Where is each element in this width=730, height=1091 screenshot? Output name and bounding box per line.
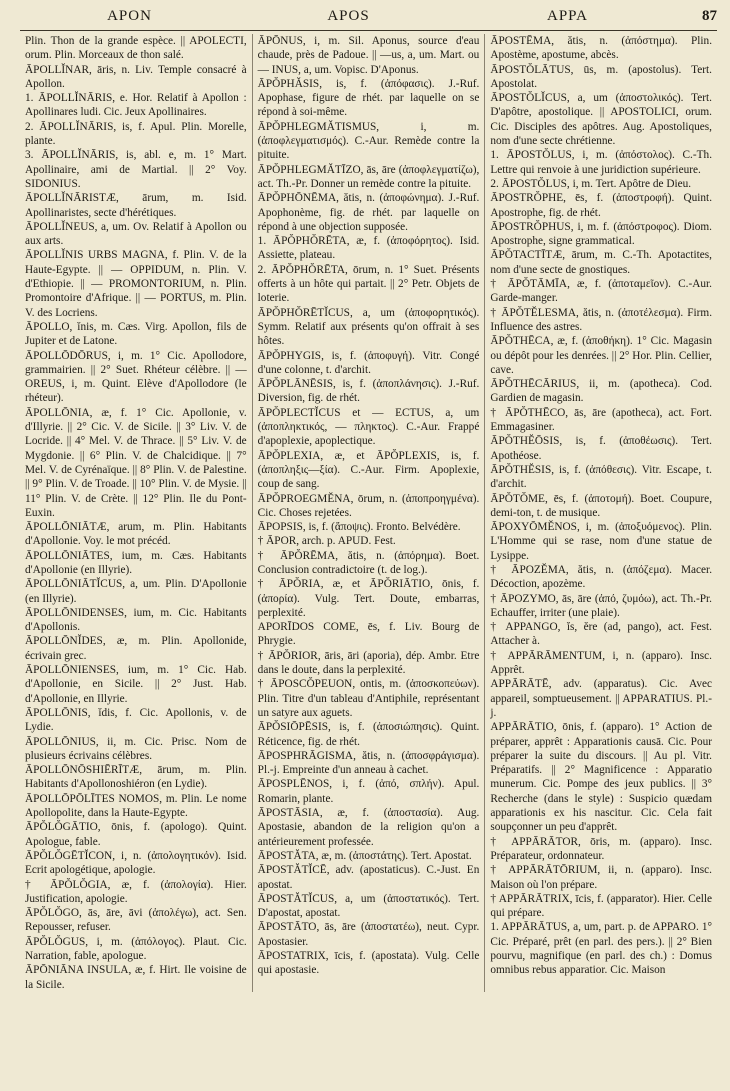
dictionary-entry: ĀPŎLŎGUS, i, m. (ἀπόλογος). Plaut. Cic. Narration, fable, apologue. (25, 935, 247, 962)
dictionary-entry: ĀPOSTŎLĬCUS, a, um (ἀποστολικός). Tert. D'apôtre, apostolique. || APOSTOLICI, orum. Cic. Disciples des apôtres. Aug. Apostoliques, nom d'une secte chrétienne. (490, 92, 713, 148)
dictionary-entry: ĀPOLLŌNIĀTES, ium, m. Cæs. Habitants d'Apollonie (en Illyrie). (25, 549, 247, 576)
dictionary-entry: ĀPŎTHĒCA, æ, f. (ἀποθήκη). 1° Cic. Magasin ou dépôt pour les denrées. || 2° Hor. Plin. Cellier, cave. (490, 335, 713, 376)
dictionary-entry: † APPANGO, ĭs, ĕre (ad, pango), act. Fest. Attacher à. (490, 621, 713, 648)
dictionary-entry: ĀPOLLŌNIĀTĬCUS, a, um. Plin. D'Apollonie (en Illyrie). (25, 578, 247, 605)
dictionary-entry: ĀPŎPHŎRĒTĬCUS, a, um (ἀποφορητικός). Symm. Relatif aux présents qu'on offrait à ses hôtes. (257, 306, 480, 348)
dictionary-entry: † ĀPOZĔMA, ătis, n. (ἀπόζεμα). Macer. Décoction, apozème. (490, 563, 713, 591)
dictionary-entry: APPĀRĀTIO, ōnis, f. (apparo). 1° Action de préparer, apprêt : Apparationis causā. Cic. Pour préparer la suite du discours. || Au pl. Vitr. Préparatifs. || 2° Magnificence : Apparatio munerum. Cic. Pompe des jeux publics. || 3° Recherche (dans le style) : Suspicio quædam apparationis ex his nascitur. Cic. Cela fait soupçonner un peu d'apprêt. (490, 721, 713, 834)
dictionary-entry: ĀPOSTRŎPHE, ēs, f. (ἀποστροφή). Quint. Apostrophe, fig. de rhét. (490, 192, 713, 219)
dictionary-entry: 1. ĀPOLLĬNĀRIS, e. Hor. Relatif à Apollon : Apollinares ludi. Cic. Jeux Apollinaires. (25, 92, 247, 119)
dictionary-entry: ĀPŎTHĔŌSIS, is, f. (ἀποθέωσις). Tert. Apothéose. (490, 435, 713, 462)
dictionary-entry: ĀPOXYŌMĔNOS, i, m. (ἀποξυόμενος). Plin. L'Homme qui se rase, nom d'une statue de Lysippe. (490, 521, 713, 562)
dictionary-entry: 2. ĀPŎPHŎRĒTA, ōrum, n. 1° Suet. Présents offerts à un hôte qui partait. || 2° Petr. Objets de loterie. (257, 263, 480, 305)
dictionary-entry: ĀPŎPLECTĬCUS et — ECTUS, a, um (ἀποπληκτικός, — πληκτος). C.-Aur. Frappé d'apoplexie, apoplectique. (257, 406, 480, 448)
dictionary-entry: ĀPOSPLĒNOS, i, f. (ἀπό, σπλήν). Apul. Romarin, plante. (257, 778, 480, 805)
dictionary-entry: APPĀRĀTĒ, adv. (apparatus). Cic. Avec appareil, somptueusement. || APPARATIUS. Pl.-j. (490, 678, 713, 719)
dictionary-entry: ĀPŎLŎGĒTĬCON, i, n. (ἀπολογητικόν). Isid. Ecrit apologétique, apologie. (25, 849, 247, 877)
dictionary-entry: ĀPOLLŌNIĀTÆ, arum, m. Plin. Habitants d'Apollonie. Voy. le mot précéd. (25, 521, 247, 548)
dictionary-entry: ĀPOLLŌNIS, ĭdis, f. Cic. Apollonis, v. de Lydie. (25, 706, 247, 734)
dictionary-entry: ĀPOSTĀTO, ās, āre (ἀποστατέω), neut. Cypr. Apostasier. (257, 921, 480, 948)
dictionary-entry: ĀPŎPLEXIA, æ, et ĀPŎPLEXIS, is, f. (ἀποπληξις—ξία). C.-Aur. Firm. Apoplexie, coup de sang. (257, 449, 480, 491)
dictionary-entry: ĀPŎPHLEGMĂTĪZO, ās, āre (ἀποφλεγματίζω), act. Th.-Pr. Donner un remède contre la pituite. (257, 163, 480, 190)
dictionary-entry: ĀPŎLŎGO, ās, āre, āvi (ἀπολέγω), act. Sen. Repousser, refuser. (25, 907, 247, 934)
dictionary-entry: ĀPŎSIŌPĒSIS, is, f. (ἀποσιώπησις). Quint. Réticence, fig. de rhét. (257, 721, 480, 748)
dictionary-entry: ĀPŎPHŌNĒMA, ătis, n. (ἀποφώνημα). J.-Ruf. Apophonème, fig. de rhét. par laquelle on répond à une objection supposée. (257, 192, 480, 233)
dictionary-entry: 1. APPĀRĀTUS, a, um, part. p. de APPARO. 1° Cic. Préparé, prêt (en parl. des pers.). || 2° Bien pourvu, magnifique (en parl. des ch.) : Domus omnibus rebus apparatior. Cic. Maison (490, 921, 713, 977)
dictionary-entry: ĀPOLLĬNEUS, a, um. Ov. Relatif à Apollon ou aux arts. (25, 220, 247, 248)
dictionary-entry: ĀPOSTĂTĬCĒ, adv. (apostaticus). C.-Just. En apostat. (257, 864, 480, 891)
dictionary-entry: † APPĀRĀTOR, ōris, m. (apparo). Insc. Préparateur, ordonnateur. (490, 835, 713, 862)
dictionary-entry: † ĀPOSCŎPEUON, ontis, m. (ἀποσκοπεύων). Plin. Titre d'un tableau d'Antiphile, représentant un satyre aux aguets. (257, 678, 480, 719)
dictionary-entry: ĀPOLLĬNIS URBS MAGNA, f. Plin. V. de la Haute-Egypte. || — OPPIDUM, n. Plin. V. d'Ethiopie. || — PROMONTORIUM, n. Plin. Promontoire d'Afrique. || — PORTUS, m. Plin. V. des Locriens. (25, 249, 247, 319)
dictionary-entry: ĀPOLLŌPŌLĪTES NOMOS, m. Plin. Le nome Apollopolite, dans la Haute-Egypte. (25, 792, 247, 820)
dictionary-entry: ĀPOLLŌNIA, æ, f. 1° Cic. Apollonie, v. d'Illyrie. || 2° Cic. V. de Sicile. || 3° Liv. V. de Locride. || 4° Mel. V. de Thrace. || 5° Liv. V. de Mygdonie. || 6° Plin. V. de Chalcidique. || 7° Mel. V. de Cyrénaïque. || 8° Plin. V. de Palestine. || 9° Plin. V. de Troade. || 10° Plin. V. de Mysie. || 11° Plin. V. de Crète. || 12° Plin. Ile du Pont-Euxin. (25, 406, 247, 519)
dictionary-entry: ĀPŌNUS, i, m. Sil. Aponus, source d'eau chaude, près de Padoue. || —us, a, um. Mart. ou — INUS, a, um. Vopisc. D'Aponus. (257, 35, 480, 76)
dictionary-entry: 3. ĀPOLLĬNĀRIS, is, abl. e, m. 1° Mart. Apollinaire, ami de Martial. || 2° Voy. SIDONIUS. (25, 149, 247, 190)
column-right (485, 34, 717, 992)
dictionary-entry: † ĀPŎTĀMĪA, æ, f. (ἀποταμεῖον). C.-Aur. Garde-manger. (490, 278, 713, 305)
dictionary-entry: ĀPŎPHĂSIS, is, f. (ἀπόφασις). J.-Ruf. Apophase, figure de rhét. par laquelle on se répond à soi-même. (257, 77, 480, 119)
dictionary-entry: ĀPOSTŎLĀTUS, ūs, m. (apostolus). Tert. Apostolat. (490, 63, 713, 90)
text-columns (20, 34, 717, 992)
dictionary-entry: ĀPOSTATRIX, īcis, f. (apostata). Vulg. Celle qui apostasie. (257, 950, 480, 977)
dictionary-entry: ĀPŎTHĔSIS, is, f. (ἀπόθεσις). Vitr. Escape, t. d'archit. (490, 463, 713, 491)
dictionary-entry: ĀPŎTŎME, ēs, f. (ἀποτομή). Boet. Coupure, demi-ton, t. de musique. (490, 492, 713, 519)
dictionary-entry: ĀPŎPHYGIS, is, f. (ἀποφυγή). Vitr. Congé d'une colonne, t. d'archit. (257, 349, 480, 376)
dictionary-entry: ĀPOLLŌNIENSES, ium, m. 1° Cic. Hab. d'Apollonie, en Sicile. || 2° Just. Hab. d'Apollonie, en Illyrie. (25, 664, 247, 705)
running-header (20, 8, 717, 31)
dictionary-entry: † ĀPŎTHĒCO, ās, āre (apotheca), act. Fort. Emmagasiner. (490, 406, 713, 434)
dictionary-entry: ĀPOSTRŎPHUS, i, m. f. (ἀπόστροφος). Diom. Apostrophe, signe grammatical. (490, 220, 713, 248)
dictionary-entry: ĀPŎPHLEGMĂTISMUS, i, m. (ἀποφλεγματισμός). C.-Aur. Remède contre la pituite. (257, 120, 480, 162)
dictionary-entry: ĀPŎPROEGMĔNA, ōrum, n. (ἀποπροηγμένα). Cic. Choses rejetées. (257, 492, 480, 519)
dictionary-entry: † ĀPOZYMO, ās, āre (ἀπό, ζυμόω), act. Th.-Pr. Echauffer, irriter (une plaie). (490, 592, 713, 619)
dictionary-entry: † ĀPOR, arch. p. APUD. Fest. (257, 535, 396, 548)
dictionary-entry: ĀPŎTHĒCĀRIUS, ii, m. (apotheca). Cod. Gardien de magasin. (490, 378, 713, 405)
page-number: 87 (702, 8, 717, 24)
dictionary-entry: † ĀPŎLŎGIA, æ, f. (ἀπολογία). Hier. Justification, apologie. (25, 878, 247, 905)
dictionary-entry: † APPĀRĀTRIX, īcis, f. (apparator). Hier. Celle qui prépare. (490, 892, 713, 920)
dictionary-entry: ĀPOSPHRĀGISMA, ătis, n. (ἀποσφράγισμα). Pl.-j. Empreinte d'un anneau à cachet. (257, 749, 480, 777)
dictionary-entry: 1. ĀPOSTŎLUS, i, m. (ἀπόστολος). C.-Th. Lettre qui renvoie à une juridiction supérieure. (490, 149, 713, 176)
dictionary-entry: ĀPOLLĬNĀRISTÆ, ārum, m. Isid. Apollinaristes, secte d'hérétiques. (25, 192, 247, 219)
dictionary-entry: ĀPOSTĒMA, ătis, n. (ἀπόστημα). Plin. Apostème, apostume, abcès. (490, 35, 713, 62)
dictionary-entry: ĀPOLLŌNŌSHIĒRĪTÆ, ārum, m. Plin. Habitants d'Apollonoshiéron (en Lydie). (25, 764, 247, 791)
dictionary-entry: 2. ĀPOSTŎLUS, i, m. Tert. Apôtre de Dieu. (490, 177, 692, 190)
dictionary-entry: ĀPOLLŌNIUS, ii, m. Cic. Prisc. Nom de plusieurs écrivains célèbres. (25, 735, 247, 762)
column-middle (253, 34, 486, 992)
header-right-word: APPA (547, 8, 588, 24)
header-left-word: APON (107, 8, 152, 24)
dictionary-entry: ĀPOLLĬNAR, āris, n. Liv. Temple consacré à Apollon. (25, 63, 247, 90)
dictionary-entry: ĀPŎLŎGĀTIO, ōnis, f. (apologo). Quint. Apologue, fable. (25, 821, 247, 848)
dictionary-entry: ĀPOLLŌDŌRUS, i, m. 1° Cic. Apollodore, grammairien. || 2° Suet. Rhéteur célèbre. || — OREUS, i, m. Quint. Elève d'Apollodore (le rhéteur). (25, 349, 247, 405)
dictionary-entry: Plin. Thon de la grande espèce. || APOLECTI, orum. Plin. Morceaux de thon salé. (25, 35, 247, 62)
header-center-word: APOS (327, 8, 370, 24)
dictionary-entry: APORĪDOS COME, ēs, f. Liv. Bourg de Phrygie. (257, 621, 480, 648)
dictionary-entry: ĀPOSTĀSIA, æ, f. (ἀποστασία). Aug. Apostasie, abandon de la religion qu'on a antérieurement professée. (257, 807, 480, 848)
dictionary-entry: ĀPŎPLĀNĒSIS, is, f. (ἀποπλάνησις). J.-Ruf. Diversion, fig. de rhét. (257, 378, 480, 405)
dictionary-entry: ĀPOPSIS, is, f. (ἄποψις). Fronto. Belvédère. (257, 521, 461, 534)
dictionary-entry: † APPĀRĀMENTUM, i, n. (apparo). Insc. Apprêt. (490, 649, 713, 677)
dictionary-entry: ĀPŌNIĀNA INSULA, æ, f. Hirt. Ile voisine de la Sicile. (25, 964, 247, 991)
dictionary-entry: ĀPOSTĂTA, æ, m. (ἀποστάτης). Tert. Apostat. (257, 849, 472, 862)
dictionary-entry: † ĀPŎRĒMA, ătis, n. (ἀπόρημα). Boet. Conclusion contradictoire (t. de log.). (257, 549, 480, 576)
dictionary-entry: ĀPOLLŌNĬDES, æ, m. Plin. Apollonide, écrivain grec. (25, 635, 247, 662)
dictionary-entry: ĀPOSTĂTĬCUS, a, um (ἀποστατικός). Tert. D'apostat, apostat. (257, 892, 480, 920)
dictionary-entry: ĀPOLLŌNIDENSES, ium, m. Cic. Habitants d'Apollonis. (25, 606, 247, 634)
dictionary-entry: † ĀPŎRIA, æ, et ĀPŎRIĀTIO, ōnis, f. (ἀπορία). Vulg. Tert. Doute, embarras, perplexité. (257, 578, 480, 619)
dictionary-entry: ĀPŎTACTĪTÆ, ārum, m. C.-Th. Apotactites, nom d'une secte de gnostiques. (490, 249, 713, 276)
dictionary-entry: 2. ĀPOLLĬNĀRIS, is, f. Apul. Plin. Morelle, plante. (25, 120, 247, 148)
dictionary-entry: ĀPOLLO, ĭnis, m. Cæs. Virg. Apollon, fils de Jupiter et de Latone. (25, 320, 247, 348)
dictionary-entry: 1. ĀPŎPHŎRĒTA, æ, f. (ἀποφόρητος). Isid. Assiette, plateau. (257, 235, 480, 262)
dictionary-entry: † ĀPŎRIOR, āris, āri (aporia), dép. Ambr. Etre dans le doute, dans la perplexité. (257, 649, 480, 677)
dictionary-entry: † APPĀRĀTŌRIUM, ii, n. (apparo). Insc. Maison où l'on prépare. (490, 864, 713, 891)
column-left (20, 34, 253, 992)
dictionary-entry: † ĀPŎTĔLESMA, ătis, n. (ἀποτέλεσμα). Firm. Influence des astres. (490, 306, 713, 333)
